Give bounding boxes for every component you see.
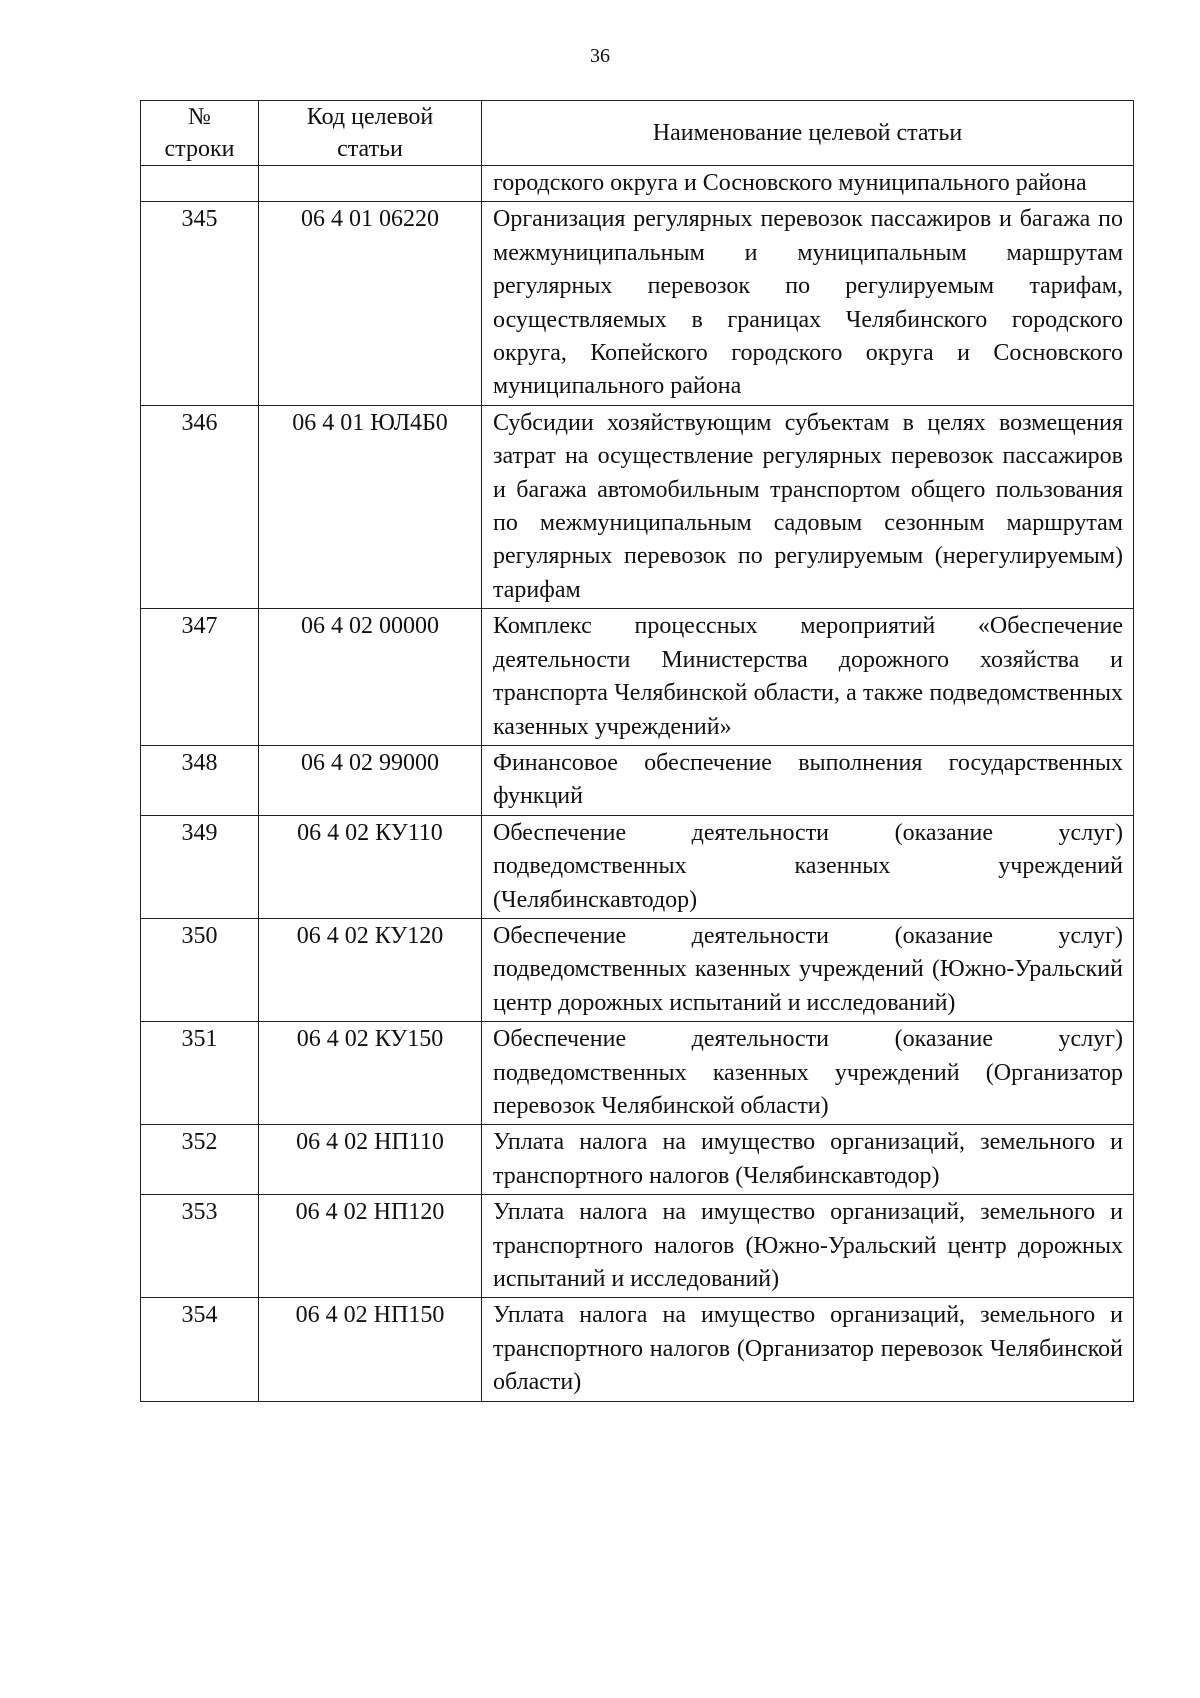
header-article-name: Наименование целевой статьи <box>482 101 1134 166</box>
article-name: Субсидии хозяйствующим субъектам в целях возмещения затрат на осуществление регулярных перевозок пассажиров и багажа автомобильным транспортом общего пользования по межмуниципальным садовым сезонным маршрутам регулярных перевозок по регулируемым (нерегулируемым) тарифам <box>482 405 1134 608</box>
article-name: Уплата налога на имущество организаций, земельного и транспортного налогов (Организатор перевозок Челябинской области) <box>482 1298 1134 1401</box>
header-row-number <box>141 101 259 166</box>
article-code: 06 4 02 99000 <box>259 745 482 815</box>
row-number: 350 <box>141 918 259 1021</box>
article-name: Уплата налога на имущество организаций, земельного и транспортного налогов (Челябинскавтодор) <box>482 1125 1134 1195</box>
header-article-code-line1: Код целевой <box>306 104 434 130</box>
article-code: 06 4 02 НП110 <box>259 1125 482 1195</box>
target-articles-table <box>140 100 1134 1402</box>
article-name: Обеспечение деятельности (оказание услуг) подведомственных казенных учреждений (Организатор перевозок Челябинской области) <box>482 1022 1134 1125</box>
table-row <box>141 1298 1134 1401</box>
row-number: 349 <box>141 815 259 918</box>
article-code: 06 4 02 НП120 <box>259 1195 482 1298</box>
row-number <box>141 166 259 202</box>
table-row <box>141 745 1134 815</box>
table-row <box>141 1125 1134 1195</box>
table-row <box>141 609 1134 746</box>
table-row <box>141 918 1134 1021</box>
table-header-row <box>141 101 1134 166</box>
table-row <box>141 815 1134 918</box>
table-row <box>141 166 1134 202</box>
article-code: 06 4 01 06220 <box>259 202 482 405</box>
article-code: 06 4 02 НП150 <box>259 1298 482 1401</box>
header-row-number-line1: № <box>188 104 211 130</box>
table-row <box>141 1195 1134 1298</box>
article-code: 06 4 02 КУ110 <box>259 815 482 918</box>
row-number: 351 <box>141 1022 259 1125</box>
article-name: Обеспечение деятельности (оказание услуг) подведомственных казенных учреждений (Южно-Уральский центр дорожных испытаний и исследований) <box>482 918 1134 1021</box>
row-number: 352 <box>141 1125 259 1195</box>
table-row <box>141 202 1134 405</box>
row-number: 346 <box>141 405 259 608</box>
article-name: Уплата налога на имущество организаций, земельного и транспортного налогов (Южно-Уральский центр дорожных испытаний и исследований) <box>482 1195 1134 1298</box>
row-number: 354 <box>141 1298 259 1401</box>
row-number: 345 <box>141 202 259 405</box>
article-name: Организация регулярных перевозок пассажиров и багажа по межмуниципальным и муниципальным маршрутам регулярных перевозок по регулируемым тарифам, осуществляемых в границах Челябинского городского округа, Копейского городского округа и Сосновского муниципального района <box>482 202 1134 405</box>
article-name: Комплекс процессных мероприятий «Обеспечение деятельности Министерства дорожного хозяйства и транспорта Челябинской области, а также подведомственных казенных учреждений» <box>482 609 1134 746</box>
article-name: городского округа и Сосновского муниципального района <box>482 166 1134 202</box>
article-code: 06 4 01 ЮЛ4Б0 <box>259 405 482 608</box>
page-number: 36 <box>590 45 610 67</box>
article-code: 06 4 02 КУ120 <box>259 918 482 1021</box>
article-code: 06 4 02 КУ150 <box>259 1022 482 1125</box>
header-row-number-line2: строки <box>164 136 235 162</box>
row-number: 348 <box>141 745 259 815</box>
header-article-code <box>259 101 482 166</box>
table-row <box>141 1022 1134 1125</box>
article-name: Обеспечение деятельности (оказание услуг) подведомственных казенных учреждений (Челябинскавтодор) <box>482 815 1134 918</box>
row-number: 347 <box>141 609 259 746</box>
article-code: 06 4 02 00000 <box>259 609 482 746</box>
header-article-code-line2: статьи <box>337 136 403 162</box>
table-row <box>141 405 1134 608</box>
row-number: 353 <box>141 1195 259 1298</box>
article-name: Финансовое обеспечение выполнения государственных функций <box>482 745 1134 815</box>
article-code <box>259 166 482 202</box>
